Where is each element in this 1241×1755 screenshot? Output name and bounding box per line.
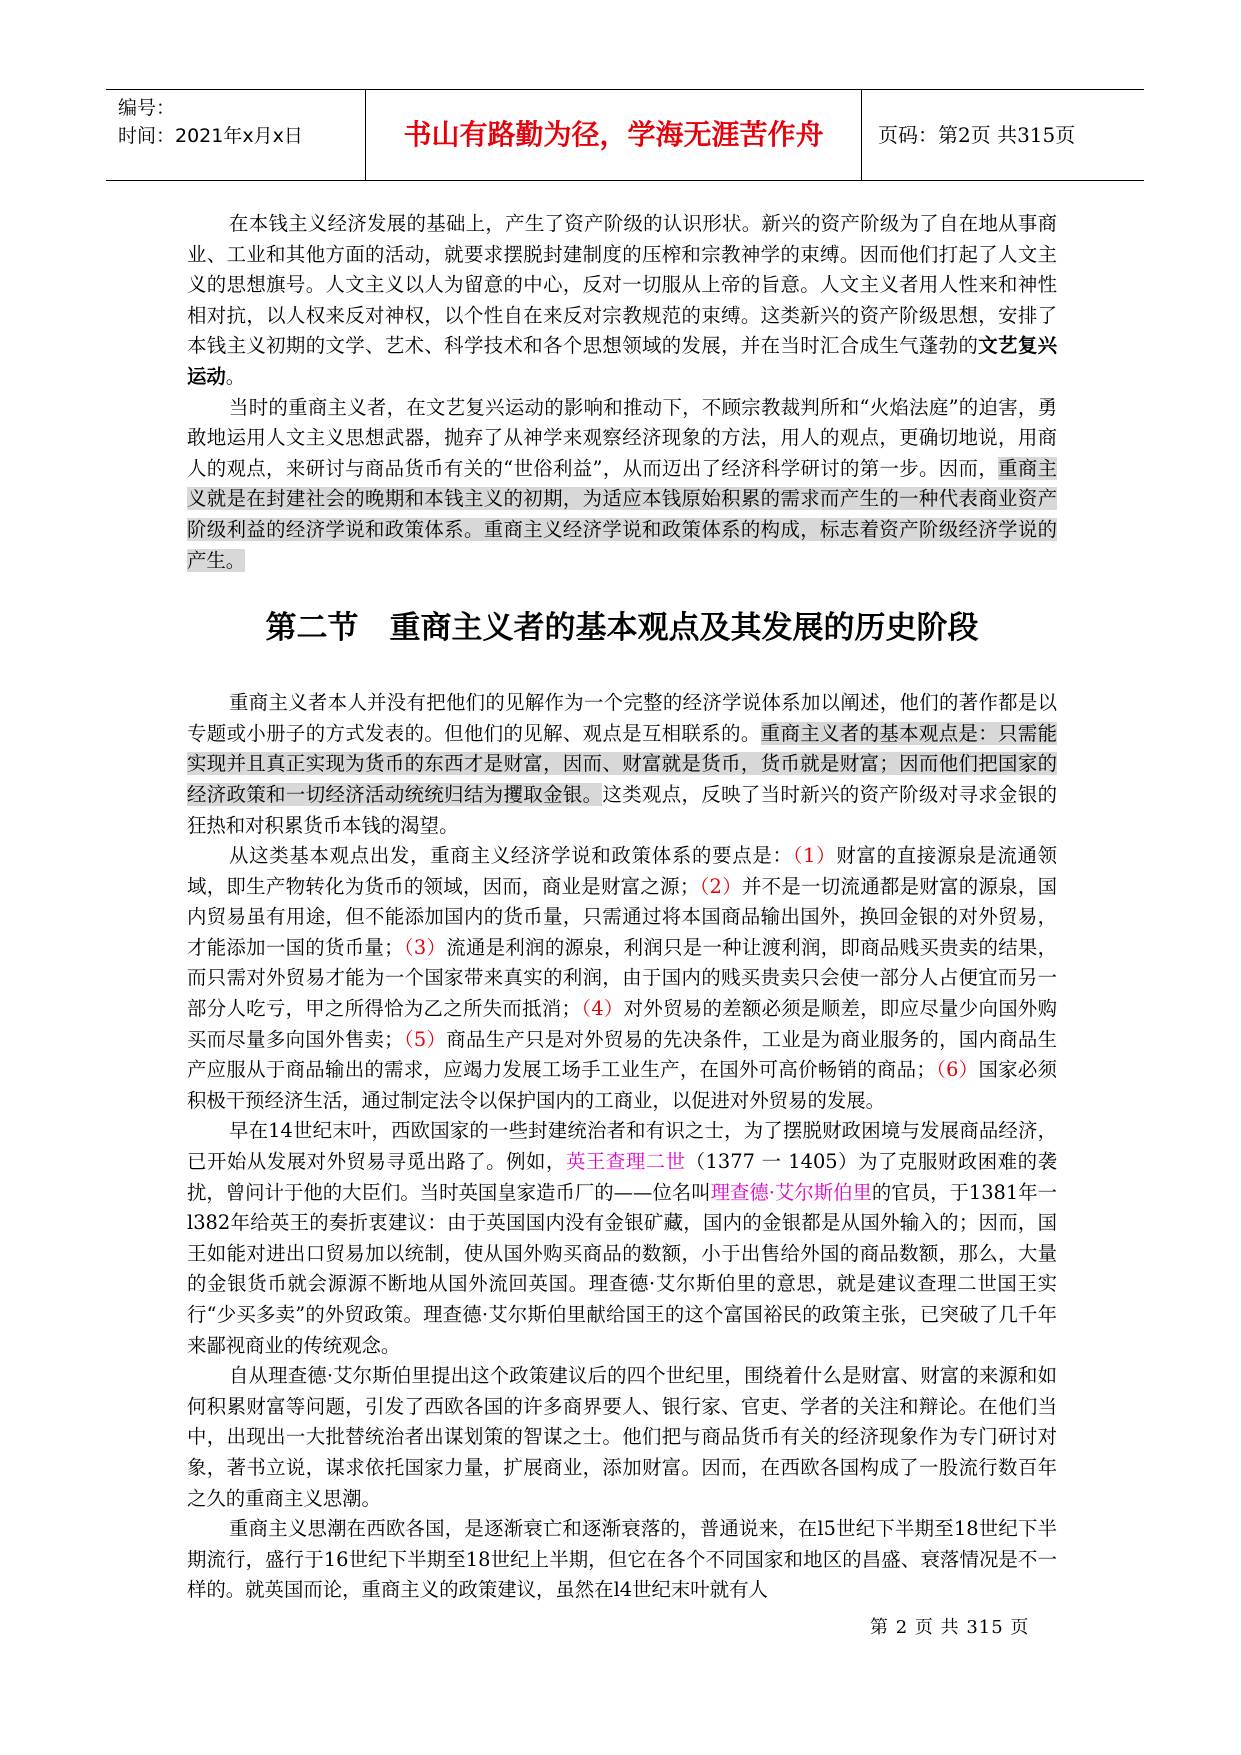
paragraph-4 bbox=[187, 841, 1057, 1116]
text-run: 对外贸易的差额必须是顺差，即应尽量少向国外购买而尽量多向国外售卖； bbox=[187, 997, 1058, 1051]
paragraph-5 bbox=[187, 1116, 1057, 1361]
paragraph-1 bbox=[187, 209, 1057, 393]
text-run: 商品生产只是对外贸易的先决条件，工业是为商业服务的，国内商品生产应服从于商品输出的需求，应竭力发展工场手工业生产，在国外可高价畅销的商品； bbox=[187, 1027, 1058, 1082]
text-run: （1377 一 1405）为了克服财政困难的袭扰，曾问计于他的大臣们。当时英国皇家造币厂的——位名叫 bbox=[187, 1150, 1058, 1204]
person-name-link: 理查德·艾尔斯伯里 bbox=[710, 1180, 872, 1204]
text-run: 并不是一切流通都是财富的源泉，国内贸易虽有用途，但不能添加国内的货币量，只需通过将本国商品输出国外，换回金银的对外贸易，才能添加一国的货币量； bbox=[187, 874, 1058, 959]
text-run: 这类观点，反映了当时新兴的资产阶级对寻求金银的狂热和对积累货币本钱的渴望。 bbox=[187, 782, 1058, 837]
page-footer: 第 2 页 共 315 页 bbox=[870, 1617, 1030, 1638]
paragraph-3 bbox=[187, 688, 1057, 841]
list-number: （4） bbox=[580, 997, 624, 1021]
text-run: 财富的直接源泉是流通领域，即生产物转化为货币的领域，因而，商业是财富之源； bbox=[187, 844, 1058, 898]
paragraph-6: 自从理查德·艾尔斯伯里提出这个政策建议后的四个世纪里，围绕着什么是财富、财富的来源和如何积累财富等问题，引发了西欧各国的许多商界要人、银行家、官吏、学者的关注和辩论。在他们当中，出现出一大批替统治者出谋划策的智谋之士。他们把与商品货币有关的经济现象作为专门研讨对象，著书立说，谋求依托国家力量，扩展商业，添加财富。因而，在西欧各国构成了一股流行数百年之久的重商主义思潮。 bbox=[187, 1364, 1057, 1510]
highlighted-basic-view: 重商主义者的基本观点是：只需能实现并且真正实现为货币的东西才是财富，因而、财富就是货币，货币就是财富；因而他们把国家的经济政策和一切经济活动统统归结为攫取金银。 bbox=[187, 721, 1058, 806]
text-run: 在本钱主义经济发展的基础上，产生了资产阶级的认识形状。新兴的资产阶级为了自在地从事商业、工业和其他方面的活动，就要求摆脱封建制度的压榨和宗教神学的束缚。因而他们打起了人文主义的思想旗号。人文主义以人为留意的中心，反对一切服从上帝的旨意。人文主义者用人性来和神性相对抗，以人权来反对神权，以个性自在来反对宗教规范的束缚。这类新兴的资产阶级思想，安排了本钱主义初期的文学、艺术、科学技术和各个思想领域的发展，并在当时汇合成生气蓬勃的 bbox=[187, 212, 1057, 358]
text-run: 当时的重商主义者，在文艺复兴运动的影响和推动下，不顾宗教裁判所和“火焰法庭”的迫害，勇敢地运用人文主义思想武器，抛弃了从神学来观察经济现象的方法，用人的观点，更确切地说，用商人的观点，来研讨与商品货币有关的“世俗利益”，从而迈出了经济科学研讨的第一步。因而， bbox=[187, 395, 1057, 480]
text-run: 国家必须积极干预经济生活，通过制定法令以保护国内的工商业，以促进对外贸易的发展。 bbox=[187, 1058, 1058, 1112]
list-number: （6） bbox=[935, 1058, 979, 1082]
paragraph-7: 重商主义思潮在西欧各国，是逐渐衰亡和逐渐衰落的，普通说来，在l5世纪下半期至18世纪下半期流行，盛行于16世纪下半期至18世纪上半期，但它在各个不同国家和地区的昌盛、衰落情况是不一样的。就英国而论，重商主义的政策建议，虽然在l4世纪末叶就有人 bbox=[187, 1517, 1057, 1602]
list-number: （3） bbox=[403, 935, 447, 959]
highlighted-definition: 重商主义就是在封建社会的晚期和本钱主义的初期，为适应本钱原始积累的需求而产生的一种代表商业资产阶级利益的经济学说和政策体系。重商主义经济学说和政策体系的构成，标志着资产阶级经济学说的产生。 bbox=[187, 456, 1058, 572]
page-header bbox=[106, 89, 1144, 181]
time-label: 时间：2021年x月x日 bbox=[118, 125, 303, 147]
list-number: （2） bbox=[699, 874, 742, 898]
header-page-info: 页码：第2页 共315页 bbox=[878, 123, 1076, 147]
paragraph-2 bbox=[187, 393, 1057, 577]
document-body bbox=[187, 209, 1057, 1606]
number-label: 编号： bbox=[118, 97, 176, 119]
bold-term: 文艺复兴运动 bbox=[187, 334, 1058, 388]
list-number: （1） bbox=[792, 844, 837, 868]
list-number: （5） bbox=[403, 1027, 447, 1051]
text-run: 的官员，于1381年一l382年给英王的奏折衷建议：由于英国国内没有金银矿藏，国内的金银都是从国外输入的；因而，国王如能对进出口贸易加以统制，使从国外购买商品的数额，小于出售给外国的商品数额，那么，大量的金银货币就会源源不断地从国外流回英国。理查德·艾尔斯伯里的意思，就是建议查理二世国王实行“少买多卖”的外贸政策。理查德·艾尔斯伯里献给国王的这个富国裕民的政策主张，已突破了几千年来鄙视商业的传统观念。 bbox=[187, 1180, 1057, 1357]
header-motto: 书山有路勤为径，学海无涯苦作舟 bbox=[366, 90, 862, 180]
section-title: 第二节 重商主义者的基本观点及其发展的历史阶段 bbox=[265, 610, 979, 647]
text-run: 。 bbox=[225, 364, 246, 388]
header-meta-cell bbox=[106, 90, 366, 180]
text-run: 流通是利润的源泉，利润只是一种让渡利润，即商品贱买贵卖的结果，而只需对外贸易才能为一个国家带来真实的利润，由于国内的贱买贵卖只会使一部分人占便宜而另一部分人吃亏，甲之所得恰为乙之所失而抵消； bbox=[187, 935, 1058, 1021]
text-run: 从这类基本观点出发，重商主义经济学说和政策体系的要点是： bbox=[229, 844, 793, 868]
person-name-link: 英王查理二世 bbox=[565, 1150, 686, 1174]
text-run: 重商主义者本人并没有把他们的见解作为一个完整的经济学说体系加以阐述，他们的著作都是以专题或小册子的方式发表的。但他们的见解、观点是互相联系的。 bbox=[187, 691, 1057, 745]
text-run: 早在14世纪末叶，西欧国家的一些封建统治者和有识之士，为了摆脱财政困境与发展商品经济，已开始从发展对外贸易寻觅出路了。例如， bbox=[187, 1119, 1057, 1174]
